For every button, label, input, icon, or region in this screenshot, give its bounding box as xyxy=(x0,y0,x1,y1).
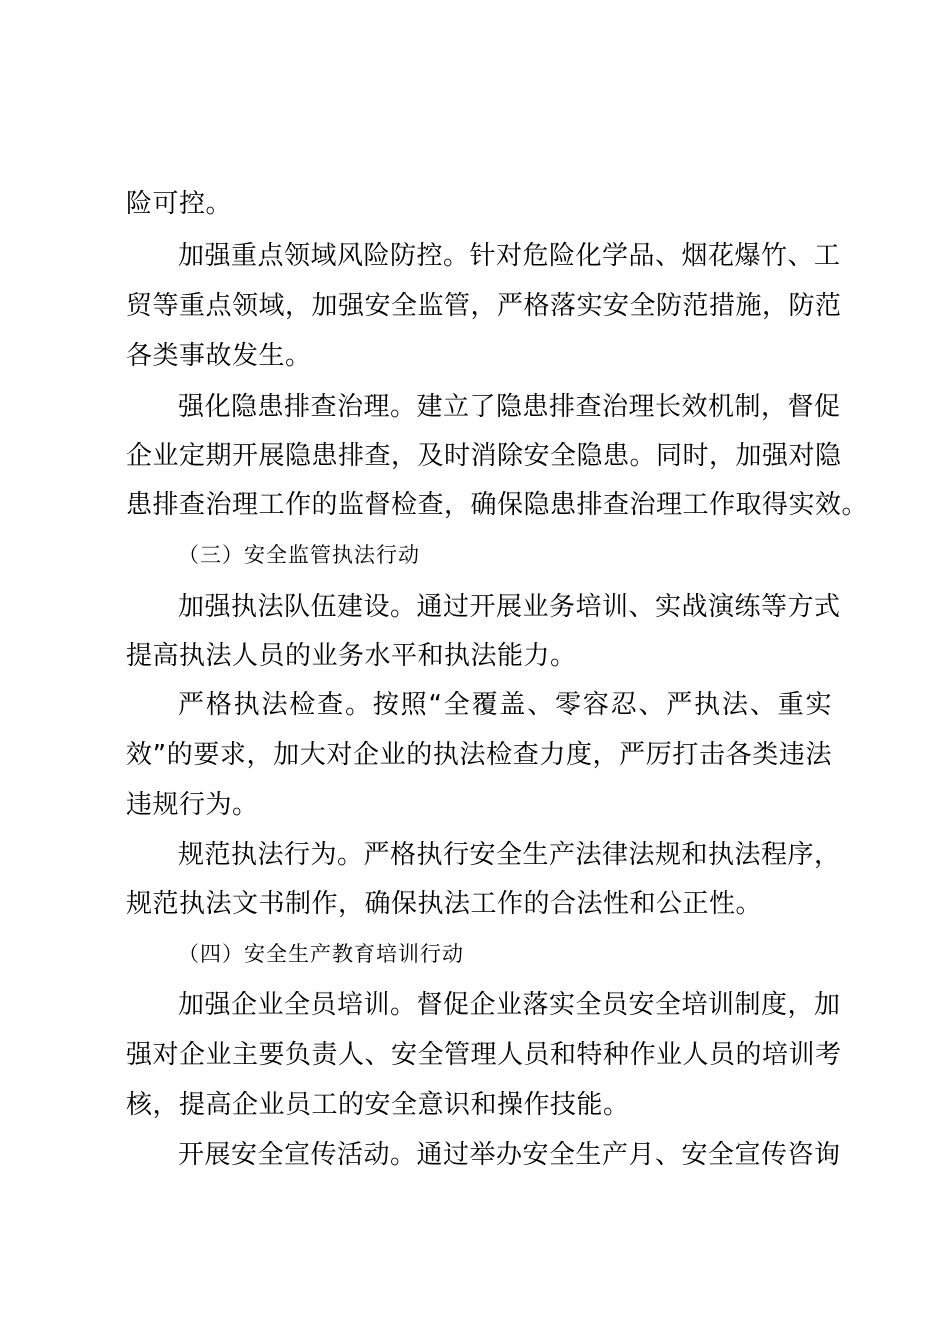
paragraph-line: 强化隐患排查治理。建立了隐患排查治理长效机制，督促 xyxy=(178,392,841,422)
paragraph-line: 加强执法队伍建设。通过开展业务培训、实战演练等方式 xyxy=(178,592,841,622)
paragraph-line: 企业定期开展隐患排查，及时消除安全隐患。同时，加强对隐 xyxy=(126,441,842,471)
paragraph-line: 违规行为。 xyxy=(126,790,259,820)
paragraph-line: 各类事故发生。 xyxy=(126,341,312,371)
section-heading: （四）安全生产教育培训行动 xyxy=(178,942,464,966)
paragraph-line: 提高执法人员的业务水平和执法能力。 xyxy=(126,641,577,671)
paragraph-line: 加强企业全员培训。督促企业落实全员安全培训制度，加 xyxy=(178,990,841,1020)
paragraph-line: 加强重点领域风险防控。针对危险化学品、烟花爆竹、工 xyxy=(178,241,841,271)
paragraph-line: 规范执法行为。严格执行安全生产法律法规和执法程序， xyxy=(178,840,841,870)
paragraph-line: 开展安全宣传活动。通过举办安全生产月、安全宣传咨询 xyxy=(178,1140,841,1170)
paragraph-line: 严格执法检查。按照“全覆盖、零容忍、严执法、重实 xyxy=(178,690,832,720)
paragraph-line: 规范执法文书制作，确保执法工作的合法性和公正性。 xyxy=(126,889,763,919)
paragraph-line: 效”的要求，加大对企业的执法检查力度，严厉打击各类违法 xyxy=(126,740,832,770)
paragraph-line: 贸等重点领域，加强安全监管，严格落实安全防范措施，防范 xyxy=(126,291,842,321)
paragraph-line: 险可控。 xyxy=(126,189,233,219)
paragraph-line: 强对企业主要负责人、安全管理人员和特种作业人员的培训考 xyxy=(126,1040,842,1070)
paragraph-line: 核，提高企业员工的安全意识和操作技能。 xyxy=(126,1090,630,1120)
section-heading: （三）安全监管执法行动 xyxy=(178,543,420,567)
paragraph-line: 患排查治理工作的监督检查，确保隐患排查治理工作取得实效。 xyxy=(126,490,869,520)
